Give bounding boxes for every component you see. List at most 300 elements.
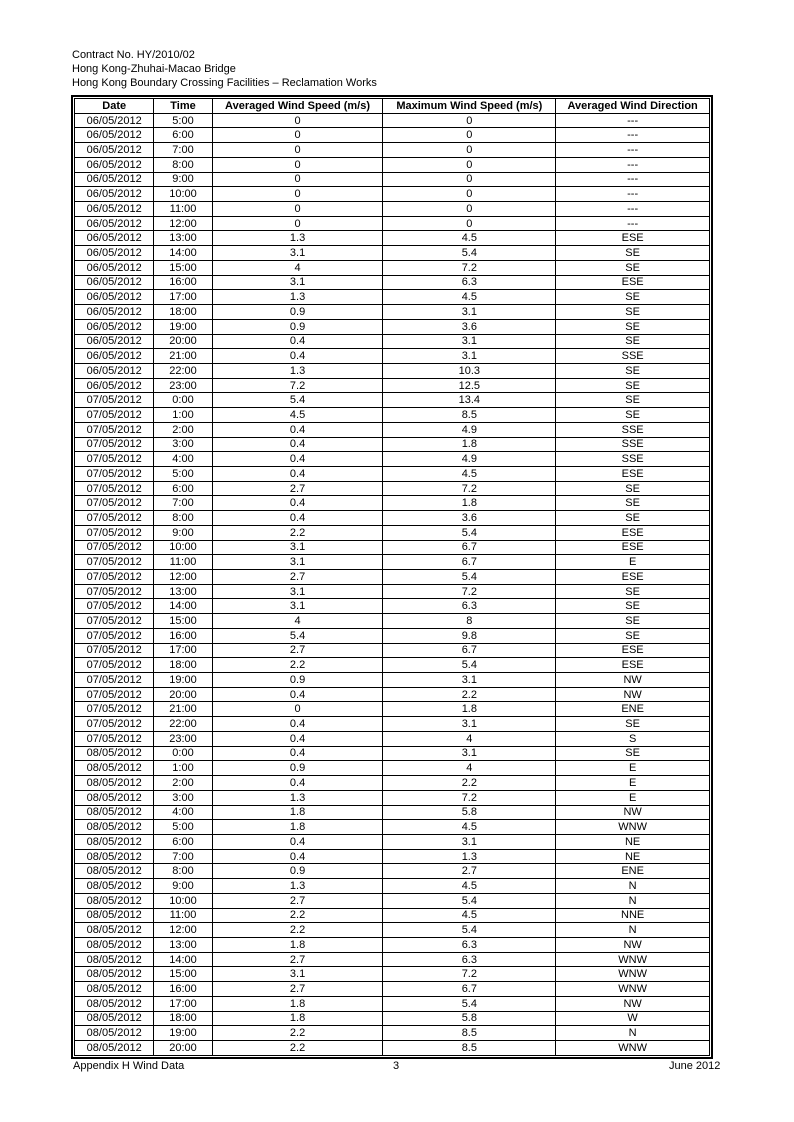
cell-direction: SE	[556, 599, 710, 614]
project-subtitle: Hong Kong Boundary Crossing Facilities – Reclamation Works	[72, 77, 377, 89]
cell-avg-speed: 1.3	[212, 363, 383, 378]
cell-direction: S	[556, 731, 710, 746]
cell-date: 07/05/2012	[75, 393, 154, 408]
cell-direction: NE	[556, 849, 710, 864]
cell-date: 07/05/2012	[75, 408, 154, 423]
cell-time: 22:00	[154, 717, 212, 732]
cell-max-speed: 0	[383, 113, 556, 128]
cell-avg-speed: 0.4	[212, 466, 383, 481]
cell-date: 07/05/2012	[75, 643, 154, 658]
cell-time: 4:00	[154, 452, 212, 467]
table-row	[75, 113, 710, 128]
table-body	[75, 113, 710, 1055]
table-row	[75, 1026, 710, 1041]
project-name: Hong Kong-Zhuhai-Macao Bridge	[72, 63, 236, 75]
cell-max-speed: 6.3	[383, 937, 556, 952]
cell-avg-speed: 0.9	[212, 864, 383, 879]
cell-max-speed: 2.7	[383, 864, 556, 879]
cell-time: 16:00	[154, 982, 212, 997]
cell-max-speed: 6.7	[383, 540, 556, 555]
table-row	[75, 349, 710, 364]
cell-avg-speed: 0.9	[212, 305, 383, 320]
cell-max-speed: 0	[383, 128, 556, 143]
column-header-max-speed: Maximum Wind Speed (m/s)	[383, 99, 556, 114]
cell-date: 06/05/2012	[75, 246, 154, 261]
cell-date: 06/05/2012	[75, 349, 154, 364]
cell-avg-speed: 0.9	[212, 319, 383, 334]
cell-max-speed: 7.2	[383, 260, 556, 275]
table-row	[75, 687, 710, 702]
cell-direction: SE	[556, 614, 710, 629]
table-row	[75, 908, 710, 923]
table-row	[75, 849, 710, 864]
table-row	[75, 967, 710, 982]
table-row	[75, 982, 710, 997]
cell-time: 13:00	[154, 231, 212, 246]
cell-time: 20:00	[154, 1041, 212, 1056]
cell-max-speed: 3.1	[383, 349, 556, 364]
cell-date: 06/05/2012	[75, 231, 154, 246]
cell-time: 18:00	[154, 1011, 212, 1026]
cell-time: 9:00	[154, 172, 212, 187]
table-row	[75, 702, 710, 717]
cell-direction: SE	[556, 717, 710, 732]
cell-direction: ESE	[556, 466, 710, 481]
cell-time: 3:00	[154, 790, 212, 805]
table-row	[75, 628, 710, 643]
cell-date: 06/05/2012	[75, 290, 154, 305]
table-row	[75, 246, 710, 261]
cell-direction: NNE	[556, 908, 710, 923]
table-row	[75, 658, 710, 673]
cell-date: 06/05/2012	[75, 128, 154, 143]
cell-date: 08/05/2012	[75, 776, 154, 791]
cell-time: 0:00	[154, 746, 212, 761]
cell-direction: ---	[556, 128, 710, 143]
cell-date: 08/05/2012	[75, 805, 154, 820]
cell-time: 19:00	[154, 673, 212, 688]
cell-date: 07/05/2012	[75, 422, 154, 437]
table-row	[75, 172, 710, 187]
cell-date: 07/05/2012	[75, 628, 154, 643]
cell-date: 06/05/2012	[75, 157, 154, 172]
cell-avg-speed: 0.4	[212, 776, 383, 791]
cell-time: 19:00	[154, 319, 212, 334]
cell-max-speed: 7.2	[383, 481, 556, 496]
cell-direction: ENE	[556, 864, 710, 879]
cell-date: 06/05/2012	[75, 143, 154, 158]
cell-avg-speed: 1.8	[212, 805, 383, 820]
cell-max-speed: 5.4	[383, 996, 556, 1011]
wind-data-table	[74, 98, 710, 1056]
table-row	[75, 1041, 710, 1056]
cell-time: 8:00	[154, 864, 212, 879]
table-row	[75, 511, 710, 526]
cell-direction: WNW	[556, 967, 710, 982]
cell-max-speed: 5.4	[383, 246, 556, 261]
cell-avg-speed: 2.2	[212, 923, 383, 938]
cell-direction: E	[556, 776, 710, 791]
cell-max-speed: 4.5	[383, 231, 556, 246]
cell-avg-speed: 1.3	[212, 879, 383, 894]
cell-max-speed: 7.2	[383, 584, 556, 599]
cell-max-speed: 2.2	[383, 776, 556, 791]
table-row	[75, 466, 710, 481]
cell-max-speed: 8.5	[383, 1026, 556, 1041]
cell-direction: ESE	[556, 231, 710, 246]
cell-time: 5:00	[154, 113, 212, 128]
table-row	[75, 864, 710, 879]
table-row	[75, 820, 710, 835]
table-row	[75, 746, 710, 761]
cell-date: 07/05/2012	[75, 673, 154, 688]
cell-time: 6:00	[154, 128, 212, 143]
cell-time: 17:00	[154, 996, 212, 1011]
cell-direction: NW	[556, 996, 710, 1011]
cell-date: 07/05/2012	[75, 731, 154, 746]
cell-direction: ---	[556, 216, 710, 231]
cell-max-speed: 2.2	[383, 687, 556, 702]
cell-time: 7:00	[154, 143, 212, 158]
cell-direction: ---	[556, 143, 710, 158]
cell-max-speed: 1.3	[383, 849, 556, 864]
table-row	[75, 408, 710, 423]
cell-direction: SSE	[556, 452, 710, 467]
cell-date: 07/05/2012	[75, 614, 154, 629]
document-header	[72, 48, 377, 90]
cell-date: 08/05/2012	[75, 1026, 154, 1041]
cell-avg-speed: 4	[212, 260, 383, 275]
table-row	[75, 452, 710, 467]
cell-avg-speed: 1.3	[212, 231, 383, 246]
table-row	[75, 231, 710, 246]
cell-max-speed: 5.4	[383, 570, 556, 585]
cell-direction: ESE	[556, 570, 710, 585]
cell-time: 22:00	[154, 363, 212, 378]
cell-direction: W	[556, 1011, 710, 1026]
cell-date: 08/05/2012	[75, 1011, 154, 1026]
cell-time: 6:00	[154, 834, 212, 849]
table-row	[75, 805, 710, 820]
table-row	[75, 363, 710, 378]
cell-avg-speed: 2.7	[212, 643, 383, 658]
cell-max-speed: 3.1	[383, 834, 556, 849]
table-row	[75, 1011, 710, 1026]
column-header-avg-speed: Averaged Wind Speed (m/s)	[212, 99, 383, 114]
cell-time: 21:00	[154, 702, 212, 717]
cell-date: 07/05/2012	[75, 437, 154, 452]
cell-avg-speed: 3.1	[212, 599, 383, 614]
cell-avg-speed: 0.9	[212, 673, 383, 688]
cell-max-speed: 0	[383, 216, 556, 231]
table-row	[75, 673, 710, 688]
table-row	[75, 157, 710, 172]
cell-time: 20:00	[154, 687, 212, 702]
cell-time: 2:00	[154, 776, 212, 791]
table-row	[75, 834, 710, 849]
cell-time: 13:00	[154, 584, 212, 599]
cell-max-speed: 5.4	[383, 525, 556, 540]
cell-time: 8:00	[154, 157, 212, 172]
cell-date: 08/05/2012	[75, 908, 154, 923]
cell-avg-speed: 0.4	[212, 334, 383, 349]
cell-direction: SE	[556, 260, 710, 275]
cell-date: 08/05/2012	[75, 952, 154, 967]
table-row	[75, 879, 710, 894]
cell-avg-speed: 7.2	[212, 378, 383, 393]
wind-data-table-frame	[71, 95, 713, 1059]
cell-time: 11:00	[154, 202, 212, 217]
cell-direction: SE	[556, 511, 710, 526]
cell-time: 12:00	[154, 570, 212, 585]
cell-date: 07/05/2012	[75, 466, 154, 481]
cell-max-speed: 4.5	[383, 908, 556, 923]
cell-max-speed: 13.4	[383, 393, 556, 408]
table-row	[75, 437, 710, 452]
cell-max-speed: 0	[383, 187, 556, 202]
cell-direction: WNW	[556, 982, 710, 997]
cell-time: 10:00	[154, 893, 212, 908]
cell-date: 08/05/2012	[75, 893, 154, 908]
cell-avg-speed: 0	[212, 187, 383, 202]
cell-max-speed: 7.2	[383, 790, 556, 805]
cell-time: 14:00	[154, 599, 212, 614]
cell-direction: SE	[556, 408, 710, 423]
cell-time: 11:00	[154, 908, 212, 923]
cell-avg-speed: 1.8	[212, 1011, 383, 1026]
cell-avg-speed: 1.8	[212, 996, 383, 1011]
table-row	[75, 952, 710, 967]
cell-time: 7:00	[154, 496, 212, 511]
cell-avg-speed: 3.1	[212, 967, 383, 982]
cell-max-speed: 8.5	[383, 408, 556, 423]
cell-avg-speed: 5.4	[212, 393, 383, 408]
cell-date: 08/05/2012	[75, 996, 154, 1011]
table-row	[75, 761, 710, 776]
cell-max-speed: 4.5	[383, 290, 556, 305]
cell-avg-speed: 0.4	[212, 687, 383, 702]
cell-date: 08/05/2012	[75, 1041, 154, 1056]
cell-date: 08/05/2012	[75, 937, 154, 952]
cell-direction: SSE	[556, 422, 710, 437]
cell-avg-speed: 1.3	[212, 290, 383, 305]
cell-avg-speed: 0	[212, 113, 383, 128]
table-row	[75, 481, 710, 496]
table-row	[75, 893, 710, 908]
cell-max-speed: 5.8	[383, 1011, 556, 1026]
cell-direction: ESE	[556, 525, 710, 540]
cell-avg-speed: 0	[212, 143, 383, 158]
cell-date: 07/05/2012	[75, 452, 154, 467]
table-row	[75, 128, 710, 143]
table-row	[75, 143, 710, 158]
cell-direction: SE	[556, 496, 710, 511]
cell-date: 08/05/2012	[75, 820, 154, 835]
cell-avg-speed: 2.7	[212, 570, 383, 585]
footer-appendix-title: Appendix H Wind Data	[73, 1060, 185, 1072]
cell-avg-speed: 0.4	[212, 437, 383, 452]
cell-direction: E	[556, 790, 710, 805]
cell-date: 07/05/2012	[75, 511, 154, 526]
table-row	[75, 334, 710, 349]
cell-max-speed: 3.1	[383, 334, 556, 349]
cell-max-speed: 4.5	[383, 466, 556, 481]
cell-date: 06/05/2012	[75, 113, 154, 128]
cell-max-speed: 0	[383, 172, 556, 187]
cell-max-speed: 9.8	[383, 628, 556, 643]
table-row	[75, 555, 710, 570]
cell-date: 08/05/2012	[75, 746, 154, 761]
table-row	[75, 422, 710, 437]
cell-direction: SE	[556, 481, 710, 496]
cell-avg-speed: 1.3	[212, 790, 383, 805]
cell-date: 07/05/2012	[75, 525, 154, 540]
cell-date: 06/05/2012	[75, 334, 154, 349]
cell-max-speed: 4.9	[383, 452, 556, 467]
cell-date: 08/05/2012	[75, 761, 154, 776]
cell-time: 17:00	[154, 290, 212, 305]
cell-direction: SSE	[556, 349, 710, 364]
cell-direction: SE	[556, 363, 710, 378]
cell-direction: WNW	[556, 820, 710, 835]
cell-avg-speed: 0.4	[212, 746, 383, 761]
cell-max-speed: 5.4	[383, 658, 556, 673]
cell-max-speed: 1.8	[383, 702, 556, 717]
cell-max-speed: 4	[383, 731, 556, 746]
table-row	[75, 216, 710, 231]
cell-avg-speed: 2.7	[212, 481, 383, 496]
cell-date: 06/05/2012	[75, 172, 154, 187]
cell-avg-speed: 0	[212, 702, 383, 717]
cell-date: 08/05/2012	[75, 834, 154, 849]
cell-date: 06/05/2012	[75, 216, 154, 231]
cell-direction: NW	[556, 805, 710, 820]
cell-avg-speed: 5.4	[212, 628, 383, 643]
cell-avg-speed: 0	[212, 202, 383, 217]
cell-max-speed: 5.4	[383, 893, 556, 908]
cell-time: 12:00	[154, 216, 212, 231]
cell-time: 1:00	[154, 408, 212, 423]
table-row	[75, 525, 710, 540]
cell-time: 5:00	[154, 820, 212, 835]
cell-direction: NW	[556, 937, 710, 952]
table-row	[75, 187, 710, 202]
cell-direction: ESE	[556, 275, 710, 290]
cell-max-speed: 3.1	[383, 305, 556, 320]
cell-direction: SE	[556, 746, 710, 761]
cell-direction: ENE	[556, 702, 710, 717]
table-row	[75, 275, 710, 290]
cell-avg-speed: 0.4	[212, 422, 383, 437]
cell-avg-speed: 0.4	[212, 511, 383, 526]
cell-max-speed: 8.5	[383, 1041, 556, 1056]
cell-direction: ESE	[556, 658, 710, 673]
table-row	[75, 393, 710, 408]
cell-time: 9:00	[154, 879, 212, 894]
cell-max-speed: 12.5	[383, 378, 556, 393]
cell-time: 6:00	[154, 481, 212, 496]
cell-max-speed: 7.2	[383, 967, 556, 982]
table-row	[75, 923, 710, 938]
cell-avg-speed: 2.2	[212, 525, 383, 540]
cell-avg-speed: 3.1	[212, 555, 383, 570]
table-row	[75, 614, 710, 629]
table-header-row	[75, 99, 710, 114]
cell-time: 17:00	[154, 643, 212, 658]
cell-avg-speed: 0.4	[212, 834, 383, 849]
cell-max-speed: 3.1	[383, 746, 556, 761]
contract-number: Contract No. HY/2010/02	[72, 49, 195, 61]
cell-avg-speed: 0.4	[212, 717, 383, 732]
cell-direction: SE	[556, 334, 710, 349]
table-row	[75, 496, 710, 511]
cell-max-speed: 3.1	[383, 673, 556, 688]
cell-date: 08/05/2012	[75, 967, 154, 982]
cell-date: 06/05/2012	[75, 202, 154, 217]
cell-direction: SE	[556, 378, 710, 393]
cell-date: 07/05/2012	[75, 496, 154, 511]
cell-direction: WNW	[556, 1041, 710, 1056]
cell-max-speed: 4.5	[383, 820, 556, 835]
cell-direction: ESE	[556, 643, 710, 658]
cell-avg-speed: 0.4	[212, 496, 383, 511]
cell-time: 2:00	[154, 422, 212, 437]
cell-direction: NW	[556, 687, 710, 702]
table-row	[75, 540, 710, 555]
cell-date: 06/05/2012	[75, 378, 154, 393]
table-row	[75, 643, 710, 658]
cell-avg-speed: 0.4	[212, 452, 383, 467]
cell-direction: ---	[556, 113, 710, 128]
cell-direction: SE	[556, 290, 710, 305]
footer-page-number: 3	[393, 1060, 400, 1072]
cell-avg-speed: 3.1	[212, 246, 383, 261]
column-header-direction: Averaged Wind Direction	[556, 99, 710, 114]
cell-direction: SE	[556, 246, 710, 261]
cell-max-speed: 3.6	[383, 319, 556, 334]
table-row	[75, 790, 710, 805]
cell-avg-speed: 0.9	[212, 761, 383, 776]
cell-direction: SE	[556, 628, 710, 643]
cell-avg-speed: 4	[212, 614, 383, 629]
cell-max-speed: 6.7	[383, 643, 556, 658]
cell-date: 07/05/2012	[75, 570, 154, 585]
cell-avg-speed: 1.8	[212, 937, 383, 952]
table-row	[75, 570, 710, 585]
cell-avg-speed: 2.2	[212, 1041, 383, 1056]
cell-time: 7:00	[154, 849, 212, 864]
cell-direction: ---	[556, 202, 710, 217]
table-row	[75, 937, 710, 952]
table-row	[75, 319, 710, 334]
cell-max-speed: 0	[383, 157, 556, 172]
cell-direction: SE	[556, 305, 710, 320]
cell-max-speed: 8	[383, 614, 556, 629]
cell-avg-speed: 3.1	[212, 584, 383, 599]
cell-time: 23:00	[154, 378, 212, 393]
cell-direction: N	[556, 1026, 710, 1041]
cell-date: 08/05/2012	[75, 790, 154, 805]
table-row	[75, 202, 710, 217]
cell-time: 14:00	[154, 952, 212, 967]
cell-avg-speed: 3.1	[212, 540, 383, 555]
cell-time: 11:00	[154, 555, 212, 570]
cell-time: 20:00	[154, 334, 212, 349]
table-row	[75, 378, 710, 393]
cell-time: 3:00	[154, 437, 212, 452]
cell-avg-speed: 4.5	[212, 408, 383, 423]
cell-direction: ---	[556, 157, 710, 172]
